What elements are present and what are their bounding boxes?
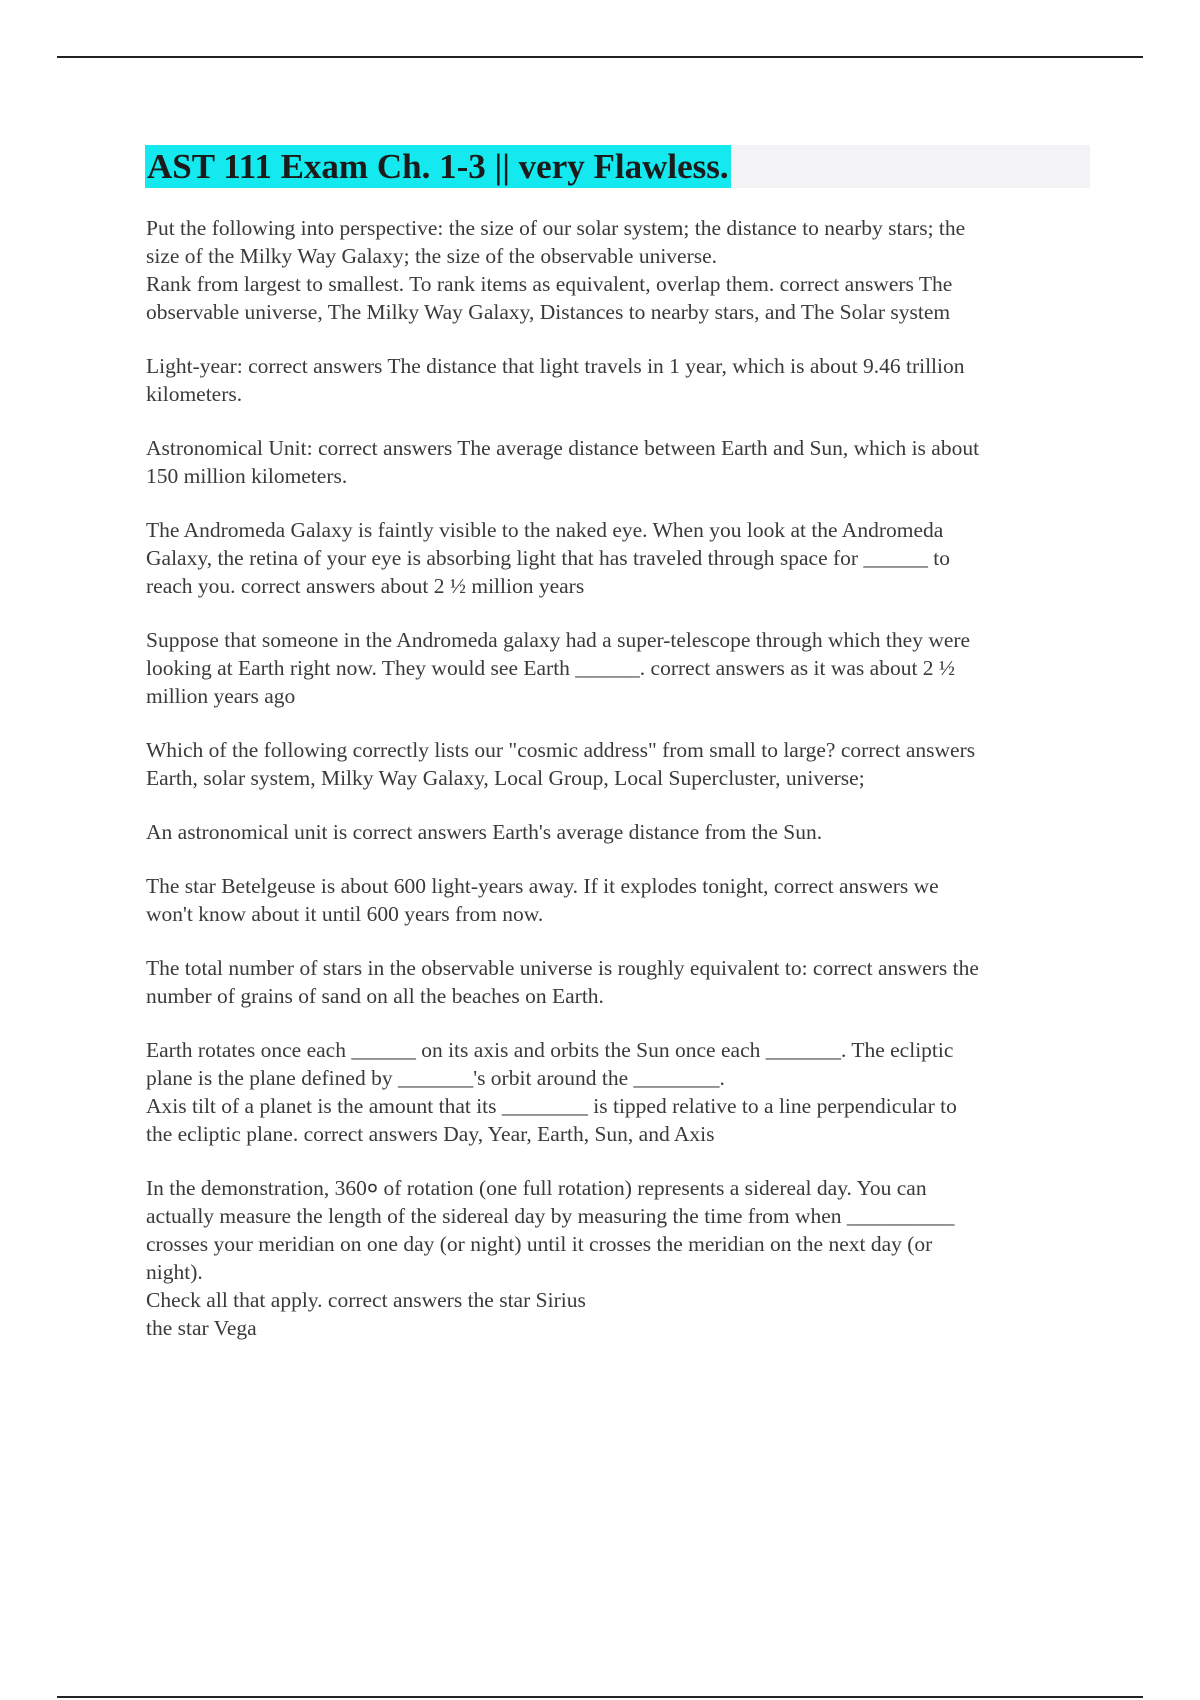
qa-block: [146, 818, 1091, 846]
document-title: AST 111 Exam Ch. 1-3 || very Flawless.: [147, 147, 729, 186]
qa-line: the ecliptic plane. correct answers Day, Year, Earth, Sun, and Axis: [146, 1122, 715, 1146]
qa-line: Axis tilt of a planet is the amount that its ________ is tipped relative to a line perpendicular to: [146, 1094, 957, 1118]
bottom-rule: [57, 1696, 1143, 1698]
qa-line: crosses your meridian on one day (or night) until it crosses the meridian on the next day (or: [146, 1232, 933, 1256]
qa-line: night).: [146, 1260, 203, 1284]
qa-line: the star Vega: [146, 1316, 257, 1340]
qa-block: [146, 736, 1091, 792]
qa-line: Put the following into perspective: the size of our solar system; the distance to nearby stars; the: [146, 216, 966, 240]
qa-line: won't know about it until 600 years from now.: [146, 902, 544, 926]
qa-block: [146, 1036, 1091, 1148]
qa-block: [146, 434, 1091, 490]
qa-line: The total number of stars in the observable universe is roughly equivalent to: correct answers the: [146, 956, 979, 980]
qa-line: Galaxy, the retina of your eye is absorbing light that has traveled through space for ______ to: [146, 546, 951, 570]
qa-block: [146, 872, 1091, 928]
qa-block: [146, 214, 1091, 326]
qa-line: Check all that apply. correct answers the star Sirius: [146, 1288, 586, 1312]
qa-line: An astronomical unit is correct answers Earth's average distance from the Sun.: [146, 820, 823, 844]
qa-line: size of the Milky Way Galaxy; the size of the observable universe.: [146, 244, 718, 268]
qa-line: kilometers.: [146, 382, 243, 406]
qa-line: million years ago: [146, 684, 296, 708]
qa-line: The Andromeda Galaxy is faintly visible to the naked eye. When you look at the Andromeda: [146, 518, 944, 542]
qa-line: actually measure the length of the sidereal day by measuring the time from when __________: [146, 1204, 955, 1228]
qa-line: number of grains of sand on all the beaches on Earth.: [146, 984, 604, 1008]
top-rule: [57, 56, 1143, 58]
qa-line: 150 million kilometers.: [146, 464, 348, 488]
qa-block: [146, 954, 1091, 1010]
qa-block: [146, 626, 1091, 710]
qa-block: [146, 352, 1091, 408]
document-body: [146, 214, 1091, 1368]
qa-line: Suppose that someone in the Andromeda galaxy had a super-telescope through which they were: [146, 628, 971, 652]
qa-line: The star Betelgeuse is about 600 light-years away. If it explodes tonight, correct answers we: [146, 874, 939, 898]
qa-line: observable universe, The Milky Way Galaxy, Distances to nearby stars, and The Solar system: [146, 300, 951, 324]
qa-line: plane is the plane defined by _______'s orbit around the ________.: [146, 1066, 725, 1090]
qa-line: Astronomical Unit: correct answers The average distance between Earth and Sun, which is about: [146, 436, 980, 460]
qa-line: reach you. correct answers about 2 ½ million years: [146, 574, 585, 598]
qa-line: Which of the following correctly lists our "cosmic address" from small to large? correct answers: [146, 738, 976, 762]
qa-block: [146, 516, 1091, 600]
qa-block: [146, 1174, 1091, 1342]
qa-line: Earth rotates once each ______ on its axis and orbits the Sun once each _______. The ecliptic: [146, 1038, 954, 1062]
qa-line: looking at Earth right now. They would see Earth ______. correct answers as it was about 2 ½: [146, 656, 956, 680]
qa-line: Light-year: correct answers The distance that light travels in 1 year, which is about 9.46 trillion: [146, 354, 965, 378]
qa-line: Rank from largest to smallest. To rank items as equivalent, overlap them. correct answers The: [146, 272, 953, 296]
qa-line: In the demonstration, 360० of rotation (one full rotation) represents a sidereal day. You can: [146, 1176, 927, 1200]
qa-line: Earth, solar system, Milky Way Galaxy, Local Group, Local Supercluster, universe;: [146, 766, 865, 790]
